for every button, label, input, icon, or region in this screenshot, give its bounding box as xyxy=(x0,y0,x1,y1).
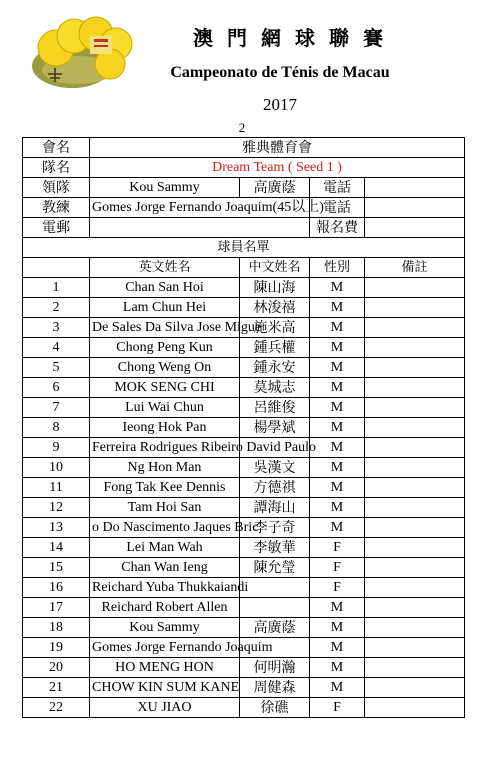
player-remarks xyxy=(365,698,465,718)
player-row xyxy=(23,658,465,678)
player-english-name: Ng Hon Man xyxy=(90,458,240,478)
player-remarks xyxy=(365,578,465,598)
player-english-name: Gomes Jorge Fernando Joaquim xyxy=(90,638,240,658)
player-row xyxy=(23,298,465,318)
player-chinese-name: 呂維俊 xyxy=(240,398,310,418)
player-chinese-name xyxy=(240,598,310,618)
player-number: 13 xyxy=(23,518,90,538)
player-english-name: Chan San Hoi xyxy=(90,278,240,298)
player-chinese-name: 譚海山 xyxy=(240,498,310,518)
player-number: 12 xyxy=(23,498,90,518)
player-number: 11 xyxy=(23,478,90,498)
player-row xyxy=(23,278,465,298)
player-chinese-name: 陳山海 xyxy=(240,278,310,298)
player-gender: M xyxy=(310,638,365,658)
player-gender: M xyxy=(310,518,365,538)
coach-phone-value xyxy=(365,198,465,218)
player-number: 20 xyxy=(23,658,90,678)
player-row xyxy=(23,678,465,698)
player-english-name: XU JIAO xyxy=(90,698,240,718)
player-chinese-name: 陳允瑩 xyxy=(240,558,310,578)
player-number: 16 xyxy=(23,578,90,598)
header-gender: 性別 xyxy=(310,258,365,278)
player-gender: F xyxy=(310,558,365,578)
player-number: 3 xyxy=(23,318,90,338)
player-number: 21 xyxy=(23,678,90,698)
player-row xyxy=(23,698,465,718)
player-number: 7 xyxy=(23,398,90,418)
player-remarks xyxy=(365,298,465,318)
leader-row xyxy=(23,178,465,198)
player-chinese-name: 周健森 xyxy=(240,678,310,698)
leader-phone-value xyxy=(365,178,465,198)
player-number: 8 xyxy=(23,418,90,438)
player-gender: F xyxy=(310,538,365,558)
club-value: 雅典體育會 xyxy=(90,138,465,158)
coach-name: Gomes Jorge Fernando Joaquim(45以上) xyxy=(90,198,310,218)
player-chinese-name: 徐礁 xyxy=(240,698,310,718)
player-remarks xyxy=(365,678,465,698)
player-remarks xyxy=(365,618,465,638)
email-label: 電郵 xyxy=(23,218,90,238)
player-row xyxy=(23,438,465,458)
player-remarks xyxy=(365,598,465,618)
player-english-name: CHOW KIN SUM KANE xyxy=(90,678,240,698)
leader-label: 領隊 xyxy=(23,178,90,198)
player-chinese-name: 鍾兵權 xyxy=(240,338,310,358)
player-number: 17 xyxy=(23,598,90,618)
player-row xyxy=(23,638,465,658)
player-row xyxy=(23,478,465,498)
player-english-name: De Sales Da Silva Jose Migue xyxy=(90,318,240,338)
player-chinese-name: 李子奇 xyxy=(240,518,310,538)
player-row xyxy=(23,498,465,518)
player-row xyxy=(23,518,465,538)
player-gender: M xyxy=(310,298,365,318)
player-row xyxy=(23,318,465,338)
player-remarks xyxy=(365,458,465,478)
email-row xyxy=(23,218,465,238)
player-number: 10 xyxy=(23,458,90,478)
roster-header-row xyxy=(23,258,465,278)
fee-value xyxy=(365,218,465,238)
club-label: 會名 xyxy=(23,138,90,158)
tennis-association-logo xyxy=(30,14,138,92)
team-row xyxy=(23,158,465,178)
player-english-name: Lam Chun Hei xyxy=(90,298,240,318)
player-chinese-name xyxy=(240,578,310,598)
player-gender: M xyxy=(310,678,365,698)
player-remarks xyxy=(365,318,465,338)
club-row xyxy=(23,138,465,158)
header-english-name: 英文姓名 xyxy=(90,258,240,278)
player-number: 22 xyxy=(23,698,90,718)
email-value xyxy=(90,218,310,238)
player-gender: M xyxy=(310,658,365,678)
player-english-name: Chong Peng Kun xyxy=(90,338,240,358)
player-gender: M xyxy=(310,338,365,358)
player-gender: M xyxy=(310,618,365,638)
player-row xyxy=(23,538,465,558)
player-chinese-name: 楊學斌 xyxy=(240,418,310,438)
roster-title-row xyxy=(23,238,465,258)
player-gender: M xyxy=(310,438,365,458)
player-remarks xyxy=(365,358,465,378)
player-row xyxy=(23,598,465,618)
player-english-name: Lui Wai Chun xyxy=(90,398,240,418)
player-row xyxy=(23,578,465,598)
player-english-name: Lei Man Wah xyxy=(90,538,240,558)
player-number: 9 xyxy=(23,438,90,458)
player-chinese-name: 莫城志 xyxy=(240,378,310,398)
fee-label: 報名費 xyxy=(310,218,365,238)
player-gender: M xyxy=(310,318,365,338)
header-chinese-name: 中文姓名 xyxy=(240,258,310,278)
player-number: 4 xyxy=(23,338,90,358)
player-remarks xyxy=(365,558,465,578)
player-chinese-name: 吳漢文 xyxy=(240,458,310,478)
player-remarks xyxy=(365,638,465,658)
player-english-name: HO MENG HON xyxy=(90,658,240,678)
player-english-name: Tam Hoi San xyxy=(90,498,240,518)
player-chinese-name: 李敏華 xyxy=(240,538,310,558)
player-number: 5 xyxy=(23,358,90,378)
player-remarks xyxy=(365,278,465,298)
player-chinese-name: 何明瀚 xyxy=(240,658,310,678)
leader-name: Kou Sammy xyxy=(90,178,240,198)
player-row xyxy=(23,358,465,378)
page-number: 2 xyxy=(238,120,246,135)
team-value: Dream Team ( Seed 1 ) xyxy=(90,158,465,178)
player-number: 6 xyxy=(23,378,90,398)
player-english-name: Ieong Hok Pan xyxy=(90,418,240,438)
player-number: 2 xyxy=(23,298,90,318)
year: 2017 xyxy=(263,95,297,114)
player-chinese-name: 施米高 xyxy=(240,318,310,338)
player-remarks xyxy=(365,538,465,558)
player-remarks xyxy=(365,398,465,418)
coach-row xyxy=(23,198,465,218)
player-chinese-name: 高廣蔭 xyxy=(240,618,310,638)
player-remarks xyxy=(365,378,465,398)
player-remarks xyxy=(365,418,465,438)
player-english-name: Ferreira Rodrigues Ribeiro David Paulo xyxy=(90,438,240,458)
player-remarks xyxy=(365,478,465,498)
player-row xyxy=(23,618,465,638)
player-english-name: MOK SENG CHI xyxy=(90,378,240,398)
roster-title: 球員名單 xyxy=(23,238,465,258)
player-remarks xyxy=(365,658,465,678)
player-row xyxy=(23,398,465,418)
player-english-name: o Do Nascimento Jaques Bric xyxy=(90,518,240,538)
player-gender: M xyxy=(310,458,365,478)
registration-table xyxy=(22,137,465,718)
player-number: 1 xyxy=(23,278,90,298)
player-chinese-name: 林浚禧 xyxy=(240,298,310,318)
player-gender: M xyxy=(310,418,365,438)
player-chinese-name: 方德祺 xyxy=(240,478,310,498)
header-remarks: 備註 xyxy=(365,258,465,278)
title-chinese: 澳門網球聯賽 xyxy=(193,26,397,50)
player-row xyxy=(23,418,465,438)
player-english-name: Fong Tak Kee Dennis xyxy=(90,478,240,498)
title-portuguese: Campeonato de Ténis de Macau xyxy=(170,64,390,81)
player-gender: M xyxy=(310,278,365,298)
player-remarks xyxy=(365,338,465,358)
leader-phone-label: 電話 xyxy=(310,178,365,198)
player-remarks xyxy=(365,438,465,458)
coach-phone-label: 電話 xyxy=(310,198,365,218)
player-row xyxy=(23,558,465,578)
player-number: 19 xyxy=(23,638,90,658)
player-english-name: Reichard Robert Allen xyxy=(90,598,240,618)
player-remarks xyxy=(365,498,465,518)
player-row xyxy=(23,458,465,478)
player-gender: F xyxy=(310,698,365,718)
player-row xyxy=(23,378,465,398)
player-gender: M xyxy=(310,378,365,398)
player-gender: M xyxy=(310,498,365,518)
team-label: 隊名 xyxy=(23,158,90,178)
player-row xyxy=(23,338,465,358)
player-gender: M xyxy=(310,358,365,378)
player-english-name: Chong Weng On xyxy=(90,358,240,378)
leader-chinese-name: 高廣蔭 xyxy=(240,178,310,198)
header-number xyxy=(23,258,90,278)
player-gender: M xyxy=(310,398,365,418)
player-english-name: Reichard Yuba Thukkaiandi xyxy=(90,578,240,598)
player-number: 18 xyxy=(23,618,90,638)
player-remarks xyxy=(365,518,465,538)
coach-label: 教練 xyxy=(23,198,90,218)
player-gender: M xyxy=(310,598,365,618)
player-number: 14 xyxy=(23,538,90,558)
player-number: 15 xyxy=(23,558,90,578)
player-gender: M xyxy=(310,478,365,498)
player-english-name: Chan Wan Ieng xyxy=(90,558,240,578)
player-gender: F xyxy=(310,578,365,598)
player-chinese-name: 鍾永安 xyxy=(240,358,310,378)
player-english-name: Kou Sammy xyxy=(90,618,240,638)
